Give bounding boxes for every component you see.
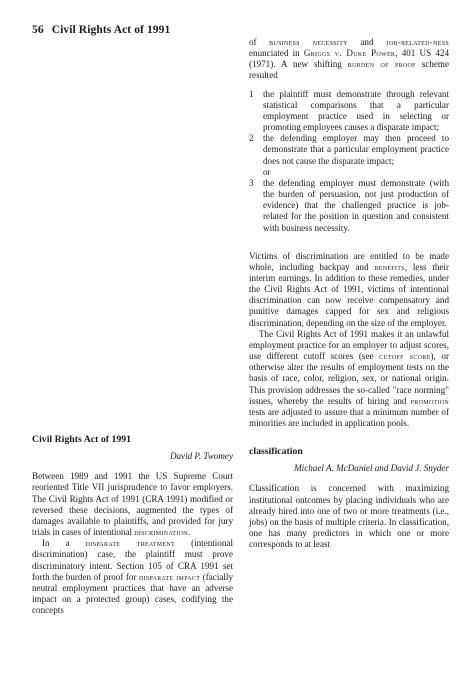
cross-reference: disparate impact [138,571,201,582]
cross-reference: benefits [374,261,405,272]
cross-reference: business necessity [269,37,348,47]
text-run: tests are adjusted to assure that a minimum number of minorities are included in application pools. [249,406,449,428]
entry-title-classification: classification [249,446,303,458]
right-intro-paragraph [249,37,449,82]
cross-reference: job-related-ness [386,37,449,47]
body-paragraph [249,329,449,429]
left-column [32,434,233,616]
burden-of-proof-list [249,89,449,234]
text-run: , 401 US 424 (1971). A new shifting [249,48,450,70]
list-number: 3 [249,177,254,188]
text-run: , less their interim earnings. In addition to these remedies, under the Civil Rights Act of 1991, victims of intentional discrimination can now receive compensatory and punitive damages capped for sex and religious discrimination, depending on the size of the employer. [249,261,449,328]
text-run: of [249,37,270,47]
text-run: In a [42,538,86,549]
cross-reference: discrimination [134,527,188,538]
body-paragraph [249,251,449,329]
list-text: the plaintiff must demonstrate through relevant statistical comparisons that a particular employment practice used in selecting or promoting employees causes a disparate impact; [263,88,449,133]
right-paragraphs [249,251,449,430]
classification-text: Classification is concerned with maximizing institutional outcomes by placing individuals who are already hired into one of two or more treatments (i.e., jobs) on the basis of multiple criteria. In classification, one has many predictors in which one or more corresponds to at least [249,483,449,550]
text-run: enunciated in [249,48,304,59]
list-text: the defending employer must demonstrate (with the burden of persuasion, not just production of evidence) that the challenged practice is job-related for the position in question and consistent with business necessity. [263,177,449,233]
text-run: scheme resulted [249,59,449,81]
list-item [249,89,449,134]
running-header [32,24,170,36]
cross-reference: burden of proof [347,59,416,70]
left-paragraphs [32,471,233,616]
right-column [249,37,449,550]
text-run: Between 1989 and 1991 the US Supreme Court reoriented Title VII jurisprudence to favor employers. The Civil Rights Act of 1991 (CRA 1991) modified or reversed these decisions, augmented the types of damages available to plaintiffs, and provided for jury trials in cases of intentional [32,471,233,538]
text-run: Victims of discrimination are entitled to be made whole, including backpay and [249,250,449,272]
list-number: 1 [249,88,254,99]
classification-authors: Michael A. McDaniel and David J. Snyder [294,463,449,474]
text-run: and [347,37,387,47]
text-run: (facially neutral employment practices that have an adverse impact on a protected group) cases, codifying the concepts [32,571,233,616]
text-run: The Civil Rights Act of 1991 makes it an unlawful employment practice for an employer to adjust scores, use different cutoff scores (see [249,328,449,362]
entry-author: David P. Twomey [169,451,233,462]
list-text: the defending employer may then proceed to demonstrate that a particular employment practice does not cause the disparate impact; [263,133,449,166]
cross-reference: promotion [410,395,449,406]
cross-reference: cutoff score [379,351,431,362]
list-item [249,178,449,234]
running-title: Civil Rights Act of 1991 [51,24,171,36]
text-run: . [187,527,191,538]
body-paragraph [32,538,233,616]
text-run: ), or otherwise alter the results of employment tests on the basis of race, color, religion, sex, or national origin. This provision addresses the so-called "race norming" issues, whereby the results of hiring and [249,351,449,406]
body-paragraph [32,471,233,538]
list-item [249,133,449,178]
list-connector: or [263,166,271,177]
list-number: 2 [249,133,254,144]
cross-reference: disparate treatment [85,538,175,549]
text-run: (intentional discrimination) case, the plaintiff must prove discriminatory intent. Section 105 of CRA 1991 set forth the burden of proof for [32,538,233,582]
page-number: 56 [32,24,44,36]
entry-title-civil-rights-act: Civil Rights Act of 1991 [32,434,132,445]
cross-reference: Griggs v. Duke Power [303,48,396,59]
